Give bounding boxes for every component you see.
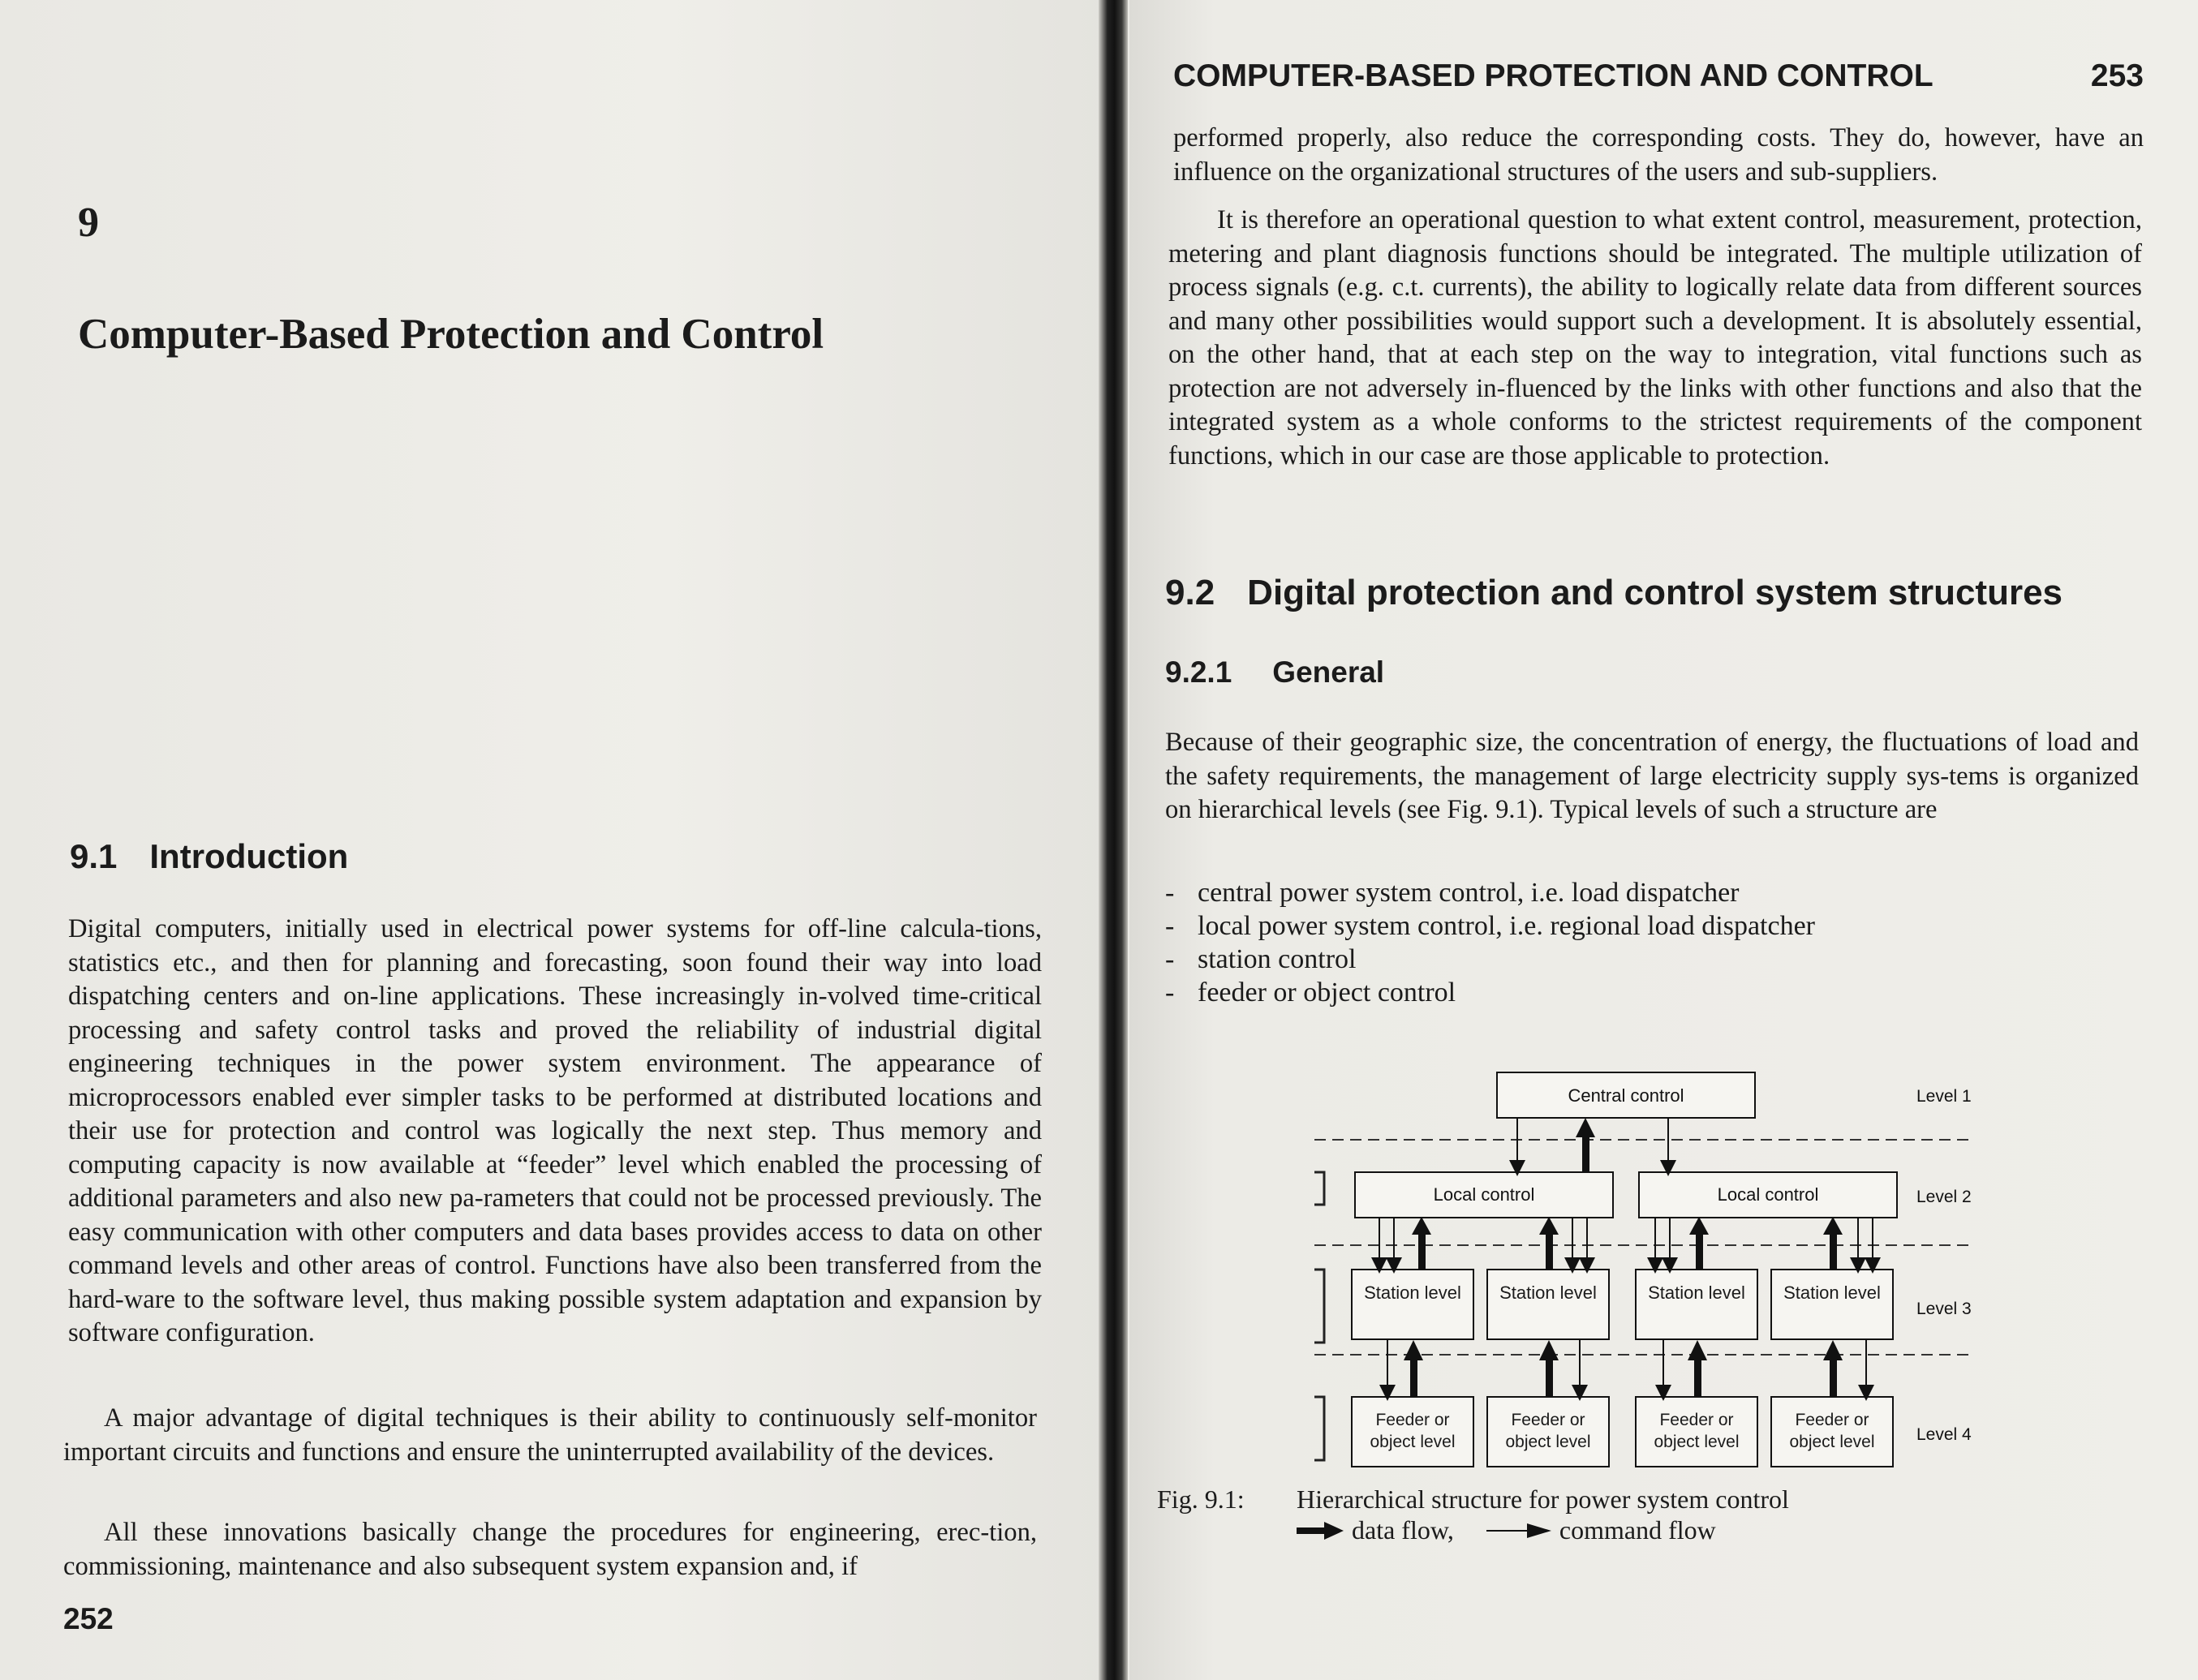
feeder-box-label [1636, 1409, 1757, 1458]
command-flow-arrows [1379, 1118, 1873, 1393]
data-arrow [1412, 1217, 1431, 1270]
figure-legend [1297, 1515, 1749, 1545]
book-gutter [1099, 0, 1128, 1680]
hierarchy-diagram [1298, 1063, 1980, 1485]
figure-caption-text: Hierarchical structure for power system control [1297, 1485, 1789, 1514]
feeder-level-label: Feeder or object level [1370, 1411, 1456, 1451]
intro-paragraph-2: A major advantage of digital techniques is their ability to continuously self-monitor important circuits and functions and ensure the uninterrupted availability of the devices. [63, 1403, 1037, 1467]
running-head [1173, 58, 2144, 94]
feeder-level-label: Feeder or object level [1505, 1411, 1591, 1451]
data-arrow [1539, 1217, 1559, 1270]
section-title: Digital protection and control system structures [1247, 573, 2063, 612]
command-flow-arrow-icon [1486, 1522, 1551, 1540]
feeder-box-label [1771, 1409, 1893, 1458]
data-arrow [1688, 1340, 1707, 1397]
legend-command-flow [1486, 1515, 1716, 1545]
data-arrow [1539, 1340, 1559, 1397]
feeder-level-label: Feeder or object level [1654, 1411, 1740, 1451]
section-title: Introduction [149, 837, 349, 875]
station-box-label [1771, 1282, 1893, 1330]
data-arrow [1823, 1340, 1843, 1397]
data-arrow [1576, 1118, 1595, 1172]
level-brackets [1314, 1172, 1324, 1460]
left-page-number: 252 [63, 1602, 114, 1635]
subsection-title: General [1272, 655, 1385, 689]
boxes [1352, 1072, 1897, 1467]
continued-paragraph: performed properly, also reduce the corresponding costs. They do, however, have an influence on the organizational structures of the users and sub-suppliers. [1173, 123, 2144, 187]
data-arrow [1823, 1217, 1843, 1270]
chapter-number: 9 [78, 200, 99, 246]
figure-caption-label: Fig. 9.1: [1157, 1485, 1245, 1514]
level-list [1165, 876, 2139, 1009]
subsection-heading-general [1165, 655, 1384, 690]
level-label: Level 3 [1916, 1300, 1972, 1318]
section-heading-introduction [70, 837, 348, 876]
section-number: 9.1 [70, 837, 118, 875]
list-item: - central power system control, i.e. load dispatcher [1165, 876, 2139, 909]
list-item: - feeder or object control [1165, 976, 2139, 1009]
legend-command-flow-label: command flow [1559, 1515, 1716, 1545]
intro-paragraph-3: All these innovations basically change the procedures for engineering, erec-tion, commissioning, maintenance and also subsequent system expansion and, if [63, 1518, 1037, 1581]
intro-paragraph-1: Digital computers, initially used in electrical power systems for off-line calcula-tions, statistics etc., and then for planning and forecasting, soon found their way into load dispatching centers and on-line applications. These increasingly in-volved time-critical processing and safety control tasks and proved the reliability of industrial digital engineering techniques in the power system environment. The appearance of microprocessors enabled ever simpler tasks to be performed at distributed locations and their use for protection and control was logically the next step. Thus memory and computing capacity is now available at “feeder” level which enabled the processing of additional parameters and also new pa-rameters that could not be processed previously. The easy communication with other computers and data bases provides access to data on other command levels and other areas of control. Functions have also been transferred from the hard-ware to the software level, thus making possible system adaptation and expansion by software configuration. [68, 914, 1042, 1347]
general-paragraph: Because of their geographic size, the concentration of energy, the fluctuations of load and the safety requirements, the management of large electricity supply sys-tems is organized on hierarchical levels (see Fig. 9.1). Typical levels of such a structure are [1165, 728, 2139, 824]
station-level-label: Station level [1364, 1283, 1461, 1303]
station-level-label: Station level [1499, 1283, 1597, 1303]
list-item: - station control [1165, 943, 2139, 976]
data-arrow [1404, 1340, 1423, 1397]
data-arrow [1689, 1217, 1709, 1270]
list-item: - local power system control, i.e. regional load dispatcher [1165, 909, 2139, 943]
station-box-label [1352, 1282, 1473, 1330]
local-control-label: Local control [1717, 1184, 1819, 1205]
running-head-title: COMPUTER-BASED PROTECTION AND CONTROL [1173, 58, 1933, 93]
local-control-label: Local control [1433, 1184, 1535, 1205]
chapter-title: Computer-Based Protection and Control [78, 311, 824, 358]
integration-paragraph: It is therefore an operational question to what extent control, measurement, protection, metering and plant diagnosis functions should be integrated. The multiple utilization of process signals (e.g. c.t. currents), the ability to logically relate data from different sources and many other possibilities would support such a development. It is absolutely essential, on the other hand, that at each step on the way to integration, vital functions such as protection are not adversely in-fluenced by the links with other functions and also that the integrated system as a whole conforms to the strictest requirements of the component functions, which in our case are those applicable to protection. [1168, 205, 2142, 470]
data-flow-arrow-icon [1297, 1522, 1344, 1540]
section-heading-structures [1165, 573, 2063, 613]
station-box-label [1487, 1282, 1609, 1330]
right-page-number: 253 [2090, 58, 2144, 93]
feeder-box-label [1487, 1409, 1609, 1458]
feeder-level-label: Feeder or object level [1789, 1411, 1875, 1451]
feeder-box-label [1352, 1409, 1473, 1458]
station-level-label: Station level [1783, 1283, 1881, 1303]
station-box-label [1636, 1282, 1757, 1330]
central-control-label: Central control [1568, 1085, 1684, 1106]
legend-data-flow-label: data flow, [1352, 1515, 1454, 1545]
level-label: Level 1 [1916, 1087, 1972, 1106]
level-label: Level 2 [1916, 1188, 1972, 1206]
section-number: 9.2 [1165, 573, 1215, 612]
legend-data-flow [1297, 1515, 1454, 1545]
level-label: Level 4 [1916, 1425, 1972, 1444]
subsection-number: 9.2.1 [1165, 655, 1232, 689]
hierarchy-figure [1298, 1063, 1980, 1485]
station-level-label: Station level [1648, 1283, 1745, 1303]
